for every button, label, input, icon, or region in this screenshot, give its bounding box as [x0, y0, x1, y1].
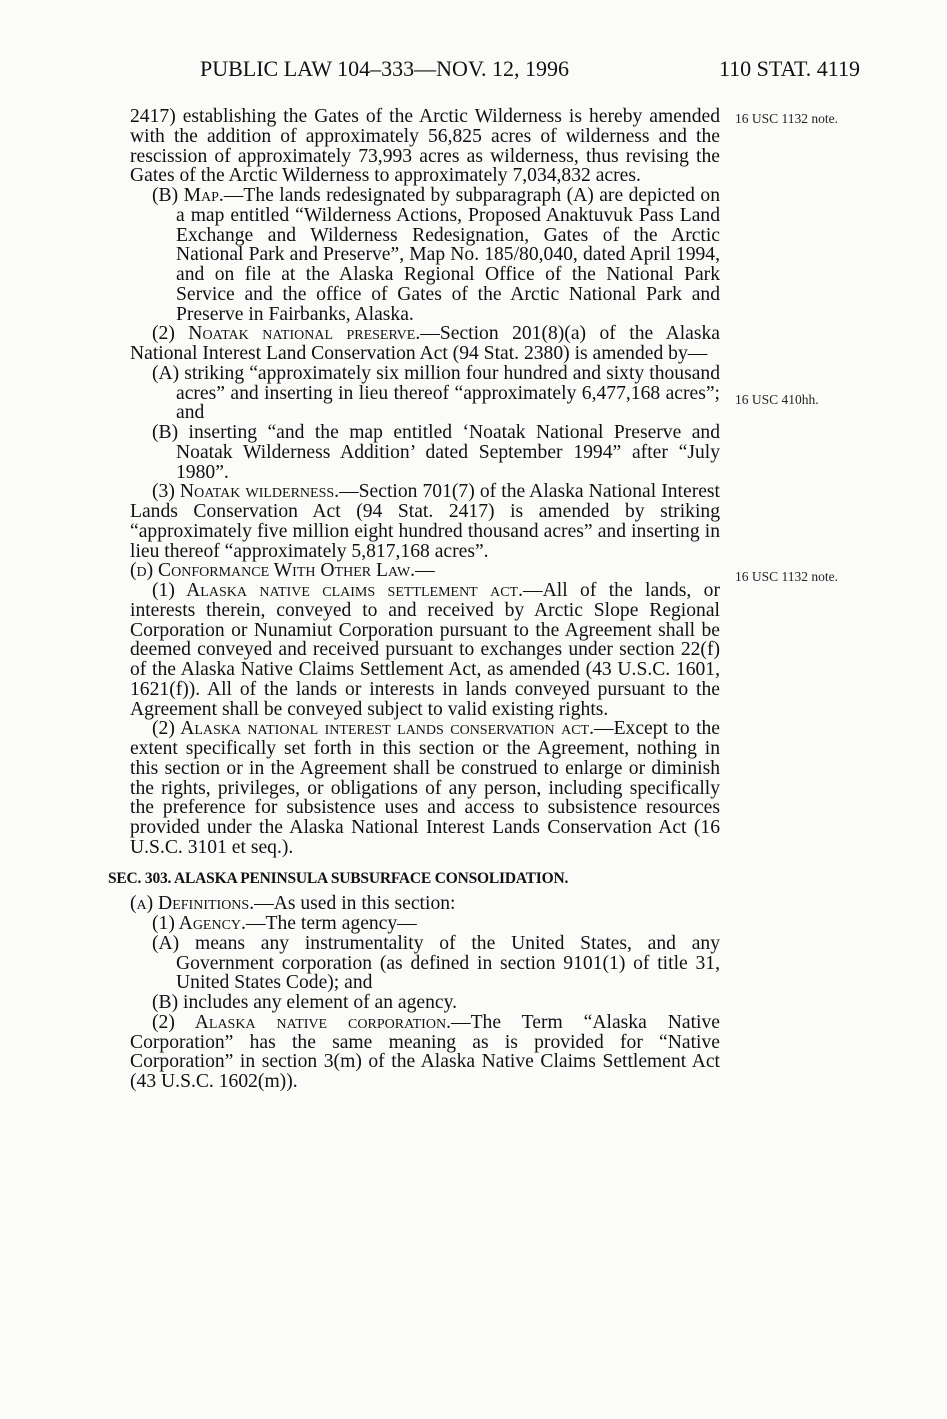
paragraph-anilca — [130, 719, 720, 857]
margin-note-1: 16 USC 1132 note. — [735, 111, 839, 126]
paragraph-noatak-preserve — [130, 324, 720, 364]
paragraph-noatak-wilderness — [130, 482, 720, 561]
margin-note-3: 16 USC 1132 note. — [735, 569, 839, 584]
paragraph-text: —The Term “Alaska Native Corporation” has the same meaning as is provided for “Native Corporation” in section 3(m) of the Alaska Native Claims Settlement Act (43 U.S.C. 1602(m)). — [130, 1011, 720, 1092]
paragraph-heading: (2) Alaska native corporation. — [152, 1011, 451, 1033]
paragraph-heading: (B) Map. — [152, 185, 224, 206]
paragraph-text: — — [415, 560, 435, 582]
paragraph-map — [130, 186, 720, 324]
paragraph-definitions — [130, 894, 720, 914]
body-text-column — [108, 106, 721, 1092]
paragraph: 2417) establishing the Gates of the Arctic Wilderness is hereby amended with the addition of approximately 56,825 acres of wilderness and the rescission of approximately 73,993 acres as wilderness, thus revising the Gates of the Arctic Wilderness to approximately 7,034,832 acres. — [130, 106, 720, 187]
paragraph-heading: (2) Noatak national preserve. — [152, 323, 421, 345]
paragraph-text: —The lands redesignated by subparagraph (A) are depicted on a map entitled “Wilderness Actions, Proposed Anaktuvuk Pass Land Exchange and Wilderness Redesignation, Gates of the Arctic National Park and Preserve”, Map No. 185/80,040, dated April 1994, and on file at the Alaska Regional Office of the National Park Service and the office of Gates of the Arctic National Park and Preserve in Fairbanks, Alaska. — [176, 185, 720, 325]
paragraph-heading: (1) Alaska native claims settlement act. — [152, 580, 524, 601]
paragraph-text: —Except to the extent specifically set forth in this section or the Agreement, nothing in this section or in the Agreement shall be construed to enlarge or diminish the rights, privileges, or obligations of any person, including specifically the preference for subsistence uses and access to subsistence resources provided under the Alaska National Interest Lands Conservation Act (16 U.S.C. 3101 et seq.). — [130, 718, 721, 858]
paragraph-heading: (1) Agency. — [152, 913, 246, 934]
paragraph-text: —All of the lands, or interests therein, conveyed to and received by Arctic Slope Regional Corporation or Nunamiut Corporation pursuant to the Agreement shall be deemed conveyed and received pursuant to exchanges under section 22(f) of the Alaska Native Claims Settlement Act, as amended (43 U.S.C. 1601, 1621(f)). All of the lands or interests in lands conveyed pursuant to the Agreement shall be conveyed subject to valid existing rights. — [130, 580, 720, 720]
paragraph-text: —The term agency— — [245, 913, 417, 934]
paragraph-native-corporation — [130, 1013, 720, 1092]
paragraph-text: —As used in this section: — [254, 893, 456, 915]
paragraph-agency — [130, 914, 720, 934]
paragraph-heading: (3) Noatak wilderness. — [152, 481, 340, 503]
paragraph: (A) striking “approximately six million four hundred and sixty thousand acres” and inserting in lieu thereof “approximately 6,477,168 acres”; and — [152, 362, 720, 424]
paragraph-heading: (a) Definitions. — [130, 893, 255, 915]
paragraph: (B) includes any element of an agency. — [152, 992, 458, 1013]
paragraph-text: —Section 701(7) of the Alaska National Interest Lands Conservation Act (94 Stat. 2417) is amended by striking “approximately five million eight hundred thousand acres” and inserting in lieu thereof “approximately 5,817,168 acres”. — [130, 481, 720, 562]
paragraph-conformance — [130, 561, 720, 581]
margin-note-2: 16 USC 410hh. — [735, 392, 819, 407]
running-header — [200, 56, 860, 86]
paragraph-ancsa — [130, 581, 720, 719]
paragraph-heading: (d) Conformance With Other Law. — [130, 560, 416, 582]
paragraph-text: —Section 201(8)(a) of the Alaska National Interest Land Conservation Act (94 Stat. 2380) is amended by— — [130, 323, 721, 364]
paragraph: (B) inserting “and the map entitled ‘Noatak National Preserve and Noatak Wilderness Addition’ dated September 1994” after “July 1980”. — [152, 422, 720, 483]
paragraph-heading: (2) Alaska national interest lands conservation act. — [152, 718, 594, 740]
header-stat-page: 110 STAT. 4119 — [718, 56, 860, 81]
paragraph: (A) means any instrumentality of the United States, and any Government corporation (as defined in section 9101(1) of title 31, United States Code); and — [152, 932, 720, 994]
header-title: PUBLIC LAW 104–333—NOV. 12, 1996 — [200, 56, 569, 81]
section-heading: SEC. 303. ALASKA PENINSULA SUBSURFACE CONSOLIDATION. — [108, 869, 569, 887]
